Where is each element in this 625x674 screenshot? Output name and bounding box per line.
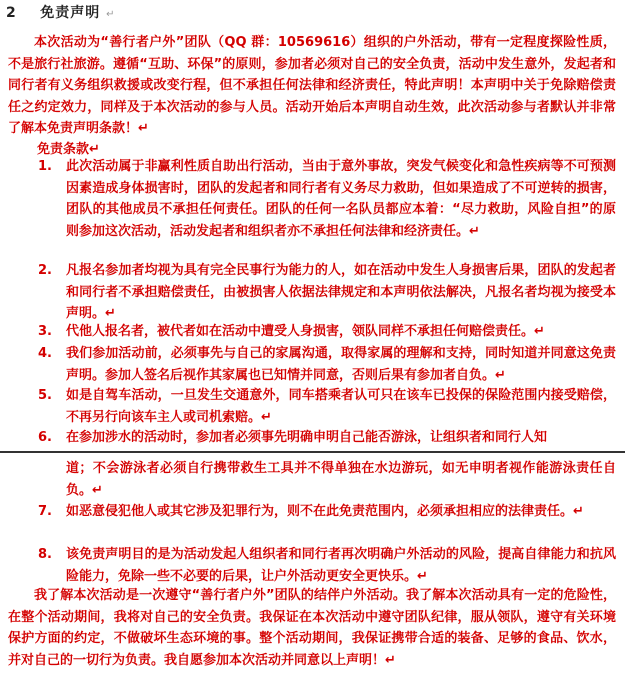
clause-item (38, 458, 616, 501)
clause-text: 道；不会游泳者必须自行携带救生工具并不得单独在水边游玩，如无申明者视作能游泳责任自负。↵ (66, 461, 616, 498)
clause-text: 代他人报名者，被代者如在活动中遭受人身损害，领队同样不承担任何赔偿责任。↵ (66, 324, 545, 339)
paragraph-mark: ↵ (106, 9, 116, 20)
clause-number: 7. (38, 504, 52, 519)
clauses-title: 免责条款↵ (37, 142, 100, 157)
clause-text: 此次活动属于非赢利性质自助出行活动，当由于意外事故，突发气候变化和急性疾病等不可预测因素造成身体损害时，团队的发起者和同行者有义务尽力救助，但如果造成了不可逆转的损害，团队的其他成员不承担任何责任。团队的任何一名队员都应本着：“尽力救助，风险自担”的原则参加这次活动，活动发起者和组织者亦不承担任何法律和经济责任。↵ (66, 159, 616, 239)
clause-item (38, 321, 616, 343)
clause-text: 凡报名参加者均视为具有完全民事行为能力的人，如在活动中发生人身损害后果，团队的发起者和同行者不承担赔偿责任，由被损害人依据法律规定和本声明依法解决，凡报名者均视为接受本声明。↵ (66, 263, 616, 321)
clause-text: 该免责声明目的是为活动发起人组织者和同行者再次明确户外活动的风险，提高自律能力和抗风险能力，免除一些不必要的后果，让户外活动更安全更快乐。↵ (66, 547, 616, 584)
closing-paragraph: 我了解本次活动是一次遵守“善行者户外”团队的结伴户外活动。我了解本次活动具有一定的危险性，在整个活动期间，我将对自己的安全负责。我保证在本次活动中遵守团队纪律，服从领队，遵守有关环境保护方面的约定，不做破坏生态环境的事。整个活动期间，我保证携带合适的装备、足够的食品、饮水，并对自己的一切行为负责。我自愿参加本次活动并同意以上声明！↵ (8, 588, 616, 668)
clause-item (38, 544, 616, 587)
clause-number: 8. (38, 547, 52, 562)
intro-paragraph: 本次活动为“善行者户外”团队（QQ 群：10569616）组织的户外活动，带有一定程度探险性质，不是旅行社旅游。遵循“互助、环保”的原则，参加者必须对自己的安全负责，活动中发生意外，发起者和同行者有义务组织救援或改变行程，但不承担任何法律和经济责任，特此声明！本声明中关于免除赔偿责任之约定效力，同样及于本次活动的参与人员。活动开始后本声明自动生效，此次活动参与者默认并非常了解本免责声明条款！↵ (8, 35, 616, 136)
clause-text: 如恶意侵犯他人或其它涉及犯罪行为，则不在此免责范围内，必须承担相应的法律责任。↵ (66, 504, 584, 519)
clause-number: 3. (38, 324, 52, 339)
clause-number: 4. (38, 346, 52, 361)
section-title: 免责声明 (40, 5, 101, 21)
clause-item (38, 156, 616, 242)
clause-item (38, 260, 616, 325)
clause-item (38, 501, 616, 523)
section-number: 2 (6, 5, 17, 21)
clause-text: 我们参加活动前，必须事先与自己的家属沟通，取得家属的理解和支持，同时知道并同意这免责声明。参加人签名后视作其家属也已知情并同意，否则后果有参加者自负。↵ (66, 346, 616, 383)
section-heading (6, 2, 116, 22)
clause-number: 6. (38, 430, 52, 445)
clause-text: 在参加涉水的活动时，参加者必须事先明确申明自己能否游泳，让组织者和同行人知 (66, 430, 548, 445)
clause-item (38, 343, 616, 386)
clause-number: 1. (38, 159, 52, 174)
clause-number: 2. (38, 263, 52, 278)
clause-item (38, 427, 616, 449)
clause-text: 如是自驾车活动，一旦发生交通意外，同车搭乘者认可只在该车已投保的保险范围内接受赔偿，不再另行向该车主人或司机索赔。↵ (66, 388, 616, 425)
clause-item (38, 385, 616, 428)
page-break-line (0, 451, 625, 453)
clause-number: 5. (38, 388, 52, 403)
